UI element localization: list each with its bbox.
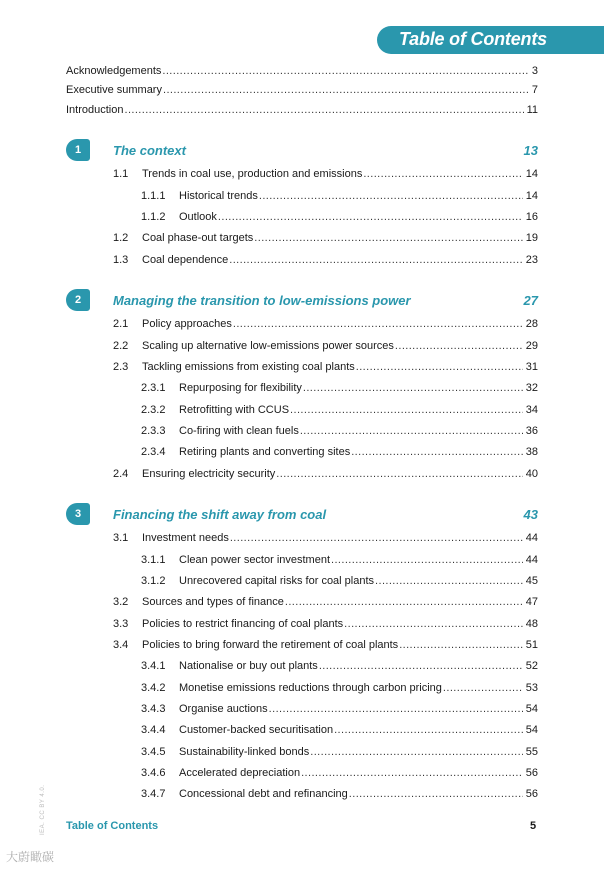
dot-leader: [269, 701, 523, 717]
toc-entry[interactable]: [141, 380, 538, 396]
toc-entry-label: Acknowledgements: [66, 65, 162, 77]
toc-entry-page: 52: [525, 660, 538, 672]
toc-entry-page: 56: [525, 767, 538, 779]
toc-entry-label: Nationalise or buy out plants: [179, 660, 318, 672]
toc-entry-label: Monetise emissions reductions through carbon pricing: [179, 682, 442, 694]
toc-entry-page: 55: [525, 746, 538, 758]
toc-entry-label: Introduction: [66, 104, 124, 116]
toc-entry[interactable]: [113, 637, 538, 653]
toc-entry-label: Coal dependence: [142, 254, 229, 266]
section-number: 2.3.3: [141, 425, 166, 437]
toc-entry-introduction[interactable]: [66, 102, 538, 118]
toc-entry-label: Organise auctions: [179, 703, 268, 715]
toc-entry[interactable]: [141, 188, 538, 204]
toc-entry-page: 45: [525, 575, 538, 587]
section-number: 3.4.5: [141, 746, 166, 758]
toc-entry-label: Ensuring electricity security: [142, 468, 276, 480]
toc-entry[interactable]: [113, 230, 538, 246]
toc-entry-label: Concessional debt and refinancing: [179, 788, 348, 800]
dot-leader: [363, 166, 522, 182]
chapter-page: 43: [523, 506, 538, 522]
toc-entry[interactable]: [113, 166, 538, 182]
toc-entry[interactable]: [113, 530, 538, 546]
toc-entry-page: 47: [525, 596, 538, 608]
dot-leader: [443, 680, 523, 696]
toc-entry-page: 54: [525, 724, 538, 736]
toc-entry-label: Coal phase-out targets: [142, 232, 254, 244]
chapter-number-badge: 1: [66, 139, 90, 161]
toc-entry-page: 7: [531, 84, 538, 96]
chapter-title: The context: [113, 142, 186, 158]
dot-leader: [230, 530, 523, 546]
toc-entry-label: Investment needs: [142, 532, 229, 544]
section-number: 1.1: [113, 168, 129, 180]
toc-entry-label: Scaling up alternative low-emissions power sources: [142, 340, 394, 352]
section-number: 3.3: [113, 618, 129, 630]
dot-leader: [351, 444, 523, 460]
toc-entry-label: Co-firing with clean fuels: [179, 425, 299, 437]
toc-entry[interactable]: [141, 573, 538, 589]
dot-leader: [233, 316, 523, 332]
section-number: 1.1.2: [141, 211, 166, 223]
dot-leader: [349, 786, 523, 802]
dot-leader: [303, 380, 523, 396]
section-number: 3.4.7: [141, 788, 166, 800]
section-number: 3.4.3: [141, 703, 166, 715]
chapter-title: Financing the shift away from coal: [113, 506, 327, 522]
toc-entry-page: 14: [525, 168, 538, 180]
toc-entry[interactable]: [141, 744, 538, 760]
toc-entry[interactable]: [113, 594, 538, 610]
dot-leader: [344, 616, 523, 632]
chapter-heading-3[interactable]: [66, 503, 538, 525]
watermark: 大蔚瞰碳: [6, 850, 55, 864]
toc-entry[interactable]: [141, 209, 538, 225]
dot-leader: [301, 765, 523, 781]
section-number: 2.3.4: [141, 446, 166, 458]
dot-leader: [290, 402, 523, 418]
toc-entry[interactable]: [141, 680, 538, 696]
toc-entry-label: Historical trends: [179, 190, 258, 202]
toc-entry[interactable]: [113, 466, 538, 482]
section-number: 3.1.2: [141, 575, 166, 587]
toc-entry-page: 44: [525, 554, 538, 566]
chapter-heading-2[interactable]: [66, 289, 538, 311]
toc-entry-label: Outlook: [179, 211, 217, 223]
toc-entry[interactable]: [141, 552, 538, 568]
toc-entry[interactable]: [141, 423, 538, 439]
section-number: 3.4.1: [141, 660, 166, 672]
toc-entry-label: Retiring plants and converting sites: [179, 446, 351, 458]
section-number: 1.3: [113, 254, 129, 266]
toc-entry-page: 40: [525, 468, 538, 480]
toc-entry-page: 14: [525, 190, 538, 202]
dot-leader: [399, 637, 523, 653]
chapter-heading-1[interactable]: [66, 139, 538, 161]
toc-entry-page: 56: [525, 788, 538, 800]
toc-entry-label: Clean power sector investment: [179, 554, 331, 566]
toc-entry-label: Policy approaches: [142, 318, 232, 330]
toc-entry-label: Sustainability-linked bonds: [179, 746, 310, 758]
section-number: 2.3.2: [141, 404, 166, 416]
toc-entry-page: 38: [525, 446, 538, 458]
section-number: 3.4.6: [141, 767, 166, 779]
dot-leader: [285, 594, 523, 610]
toc-entry-page: 32: [525, 382, 538, 394]
header-tab: [377, 26, 604, 54]
toc-entry[interactable]: [141, 786, 538, 802]
toc-entry[interactable]: [141, 658, 538, 674]
toc-entry[interactable]: [113, 359, 538, 375]
dot-leader: [356, 359, 523, 375]
dot-leader: [276, 466, 522, 482]
toc-entry-acknowledgements[interactable]: [66, 63, 538, 79]
toc-entry[interactable]: [113, 252, 538, 268]
dot-leader: [218, 209, 523, 225]
toc-entry-page: 34: [525, 404, 538, 416]
toc-entry-label: Retrofitting with CCUS: [179, 404, 290, 416]
toc-entry-page: 29: [525, 340, 538, 352]
chapter-title: Managing the transition to low-emissions power: [113, 292, 411, 308]
toc-entry-page: 16: [525, 211, 538, 223]
toc-entry[interactable]: [141, 402, 538, 418]
chapter-number-badge: 2: [66, 289, 90, 311]
footer-section-title: Table of Contents: [66, 820, 159, 832]
section-number: 2.3.1: [141, 382, 166, 394]
toc-entry-label: Trends in coal use, production and emissions: [142, 168, 363, 180]
toc-entry[interactable]: [113, 316, 538, 332]
license-note: IEA. CC BY 4.0.: [40, 784, 46, 835]
toc-entry-executive-summary[interactable]: [66, 82, 538, 98]
section-number: 1.1.1: [141, 190, 166, 202]
toc-entry-page: 3: [531, 65, 538, 77]
page-title: Table of Contents: [399, 29, 547, 49]
section-number: 1.2: [113, 232, 129, 244]
toc-entry[interactable]: [141, 701, 538, 717]
section-number: 3.2: [113, 596, 129, 608]
toc-entry[interactable]: [113, 616, 538, 632]
toc-entry-label: Policies to restrict financing of coal plants: [142, 618, 344, 630]
section-number: 3.1.1: [141, 554, 166, 566]
dot-leader: [124, 102, 523, 118]
section-number: 2.2: [113, 340, 129, 352]
dot-leader: [375, 573, 523, 589]
toc-entry-page: 54: [525, 703, 538, 715]
dot-leader: [395, 338, 523, 354]
toc-entry-page: 28: [525, 318, 538, 330]
dot-leader: [300, 423, 523, 439]
chapter-page: 27: [523, 292, 538, 308]
chapter-number-badge: 3: [66, 503, 90, 525]
toc-entry-label: Repurposing for flexibility: [179, 382, 302, 394]
toc-entry[interactable]: [141, 722, 538, 738]
dot-leader: [319, 658, 523, 674]
dot-leader: [162, 63, 528, 79]
toc-entry-page: 31: [525, 361, 538, 373]
toc-entry-page: 11: [526, 104, 538, 116]
dot-leader: [229, 252, 523, 268]
dot-leader: [331, 552, 523, 568]
toc-entry-page: 48: [525, 618, 538, 630]
dot-leader: [163, 82, 529, 98]
toc-entry-label: Customer-backed securitisation: [179, 724, 334, 736]
footer-page-number: 5: [530, 820, 537, 832]
toc-entry-label: Accelerated depreciation: [179, 767, 301, 779]
section-number: 2.4: [113, 468, 129, 480]
section-number: 2.1: [113, 318, 129, 330]
dot-leader: [334, 722, 523, 738]
toc-entry-label: Sources and types of finance: [142, 596, 284, 608]
toc-entry-page: 36: [525, 425, 538, 437]
toc-entry-page: 23: [525, 254, 538, 266]
toc-entry-page: 53: [525, 682, 538, 694]
dot-leader: [259, 188, 523, 204]
section-number: 3.1: [113, 532, 129, 544]
section-number: 3.4.4: [141, 724, 166, 736]
toc-entry[interactable]: [141, 765, 538, 781]
toc-entry-label: Tackling emissions from existing coal plants: [142, 361, 355, 373]
dot-leader: [254, 230, 522, 246]
toc-entry[interactable]: [141, 444, 538, 460]
toc-entry-label: Executive summary: [66, 84, 162, 96]
toc-entry[interactable]: [113, 338, 538, 354]
toc-entry-page: 44: [525, 532, 538, 544]
toc-entry-page: 51: [525, 639, 538, 651]
section-number: 2.3: [113, 361, 129, 373]
section-number: 3.4: [113, 639, 129, 651]
chapter-page: 13: [523, 142, 538, 158]
dot-leader: [310, 744, 523, 760]
section-number: 3.4.2: [141, 682, 166, 694]
toc-entry-label: Unrecovered capital risks for coal plants: [179, 575, 375, 587]
toc-entry-label: Policies to bring forward the retirement of coal plants: [142, 639, 399, 651]
toc-entry-page: 19: [525, 232, 538, 244]
